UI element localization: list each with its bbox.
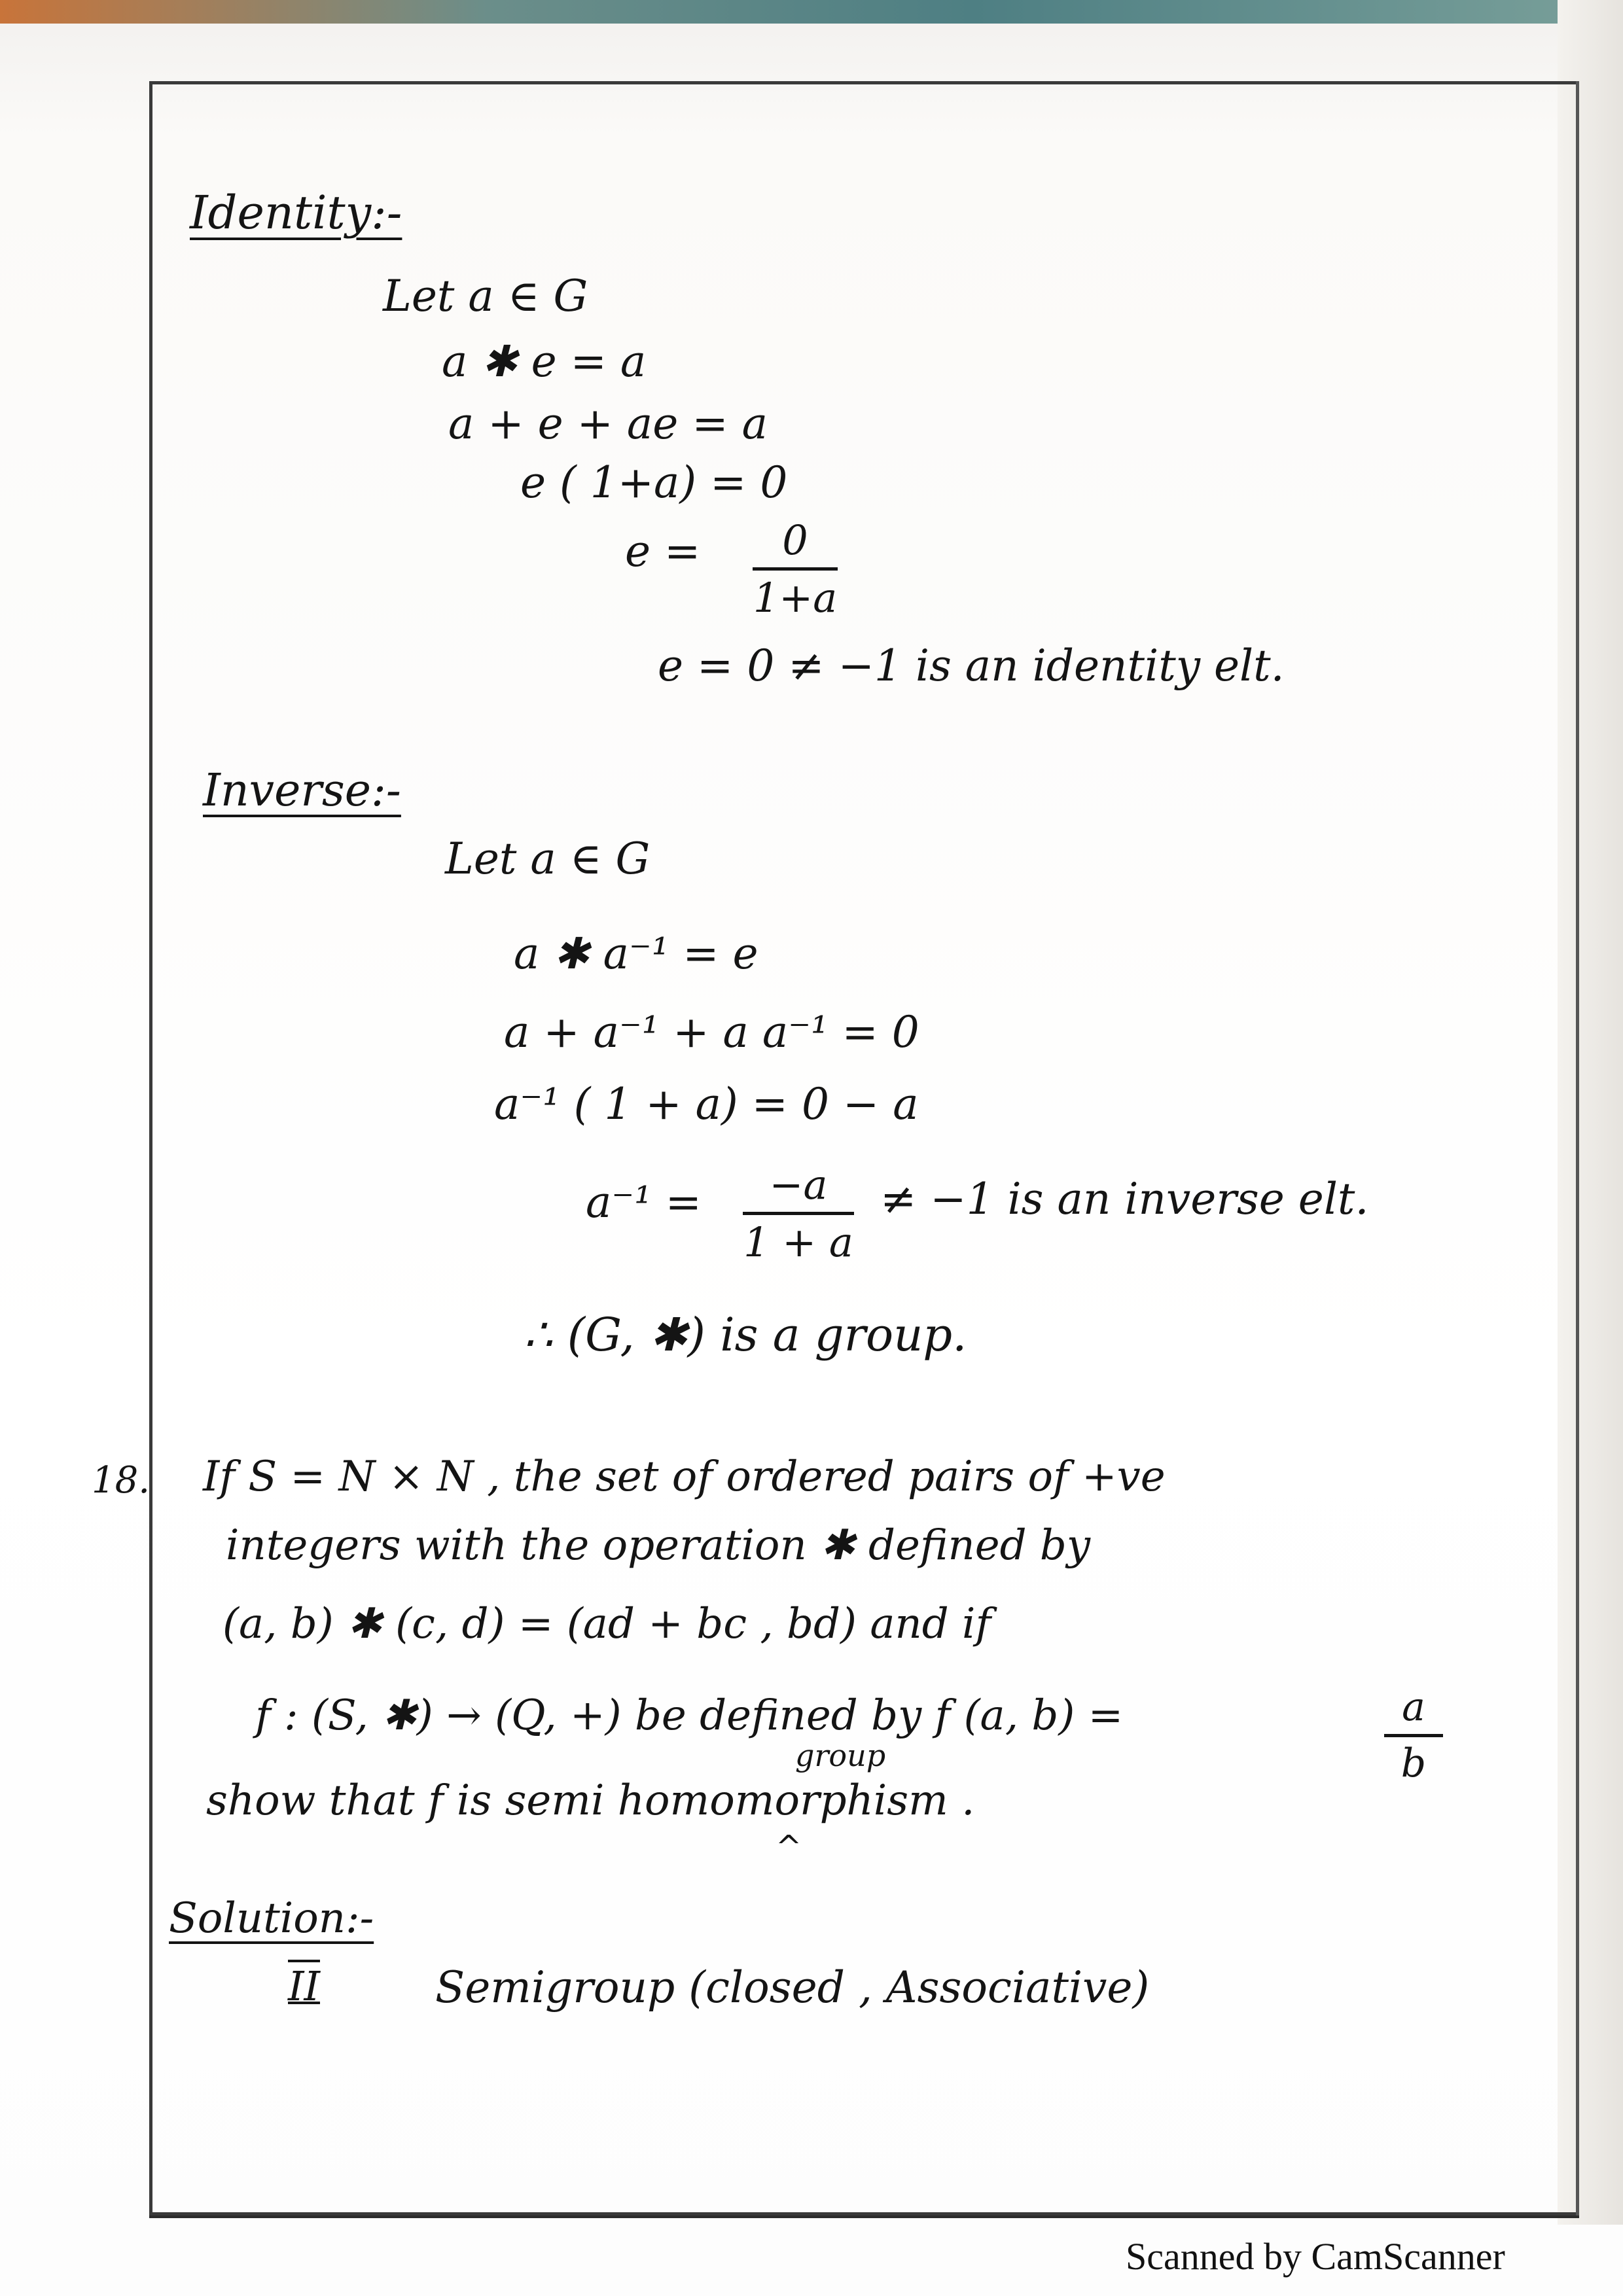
problem-fraction (1384, 1685, 1443, 1786)
inserted-word-group: group (795, 1738, 886, 1773)
fraction-bar (1384, 1734, 1443, 1737)
inverse-line-3: a + a⁻¹ + a a⁻¹ = 0 (504, 1007, 919, 1057)
page-border-right (1576, 81, 1579, 2216)
inverse-fraction (743, 1161, 854, 1266)
fraction-bar (743, 1212, 854, 1215)
identity-fraction-denominator: 1+a (753, 574, 838, 622)
problem-line-5: show that f is semi homomorphism . (206, 1776, 975, 1825)
inverse-line-1: Let a ∈ G (445, 834, 651, 884)
identity-line-2: a ✱ e = a (442, 336, 647, 387)
scanner-watermark: Scanned by CamScanner (1126, 2235, 1505, 2278)
identity-fraction-numerator: 0 (782, 516, 808, 564)
solution-line-1: Semigroup (closed , Associative) (435, 1962, 1150, 2013)
fraction-bar (753, 567, 838, 571)
inverse-line-4: a⁻¹ ( 1 + a) = 0 − a (494, 1079, 919, 1129)
identity-line-3: a + e + ae = a (448, 398, 768, 449)
identity-heading: Identity:- (190, 186, 402, 239)
identity-line-5-lhs: e = (625, 526, 701, 576)
problem-line-1: If S = N × N , the set of ordered pairs of +ve (203, 1453, 1166, 1501)
inverse-fraction-denominator: 1 + a (743, 1218, 853, 1267)
problem-fraction-numerator: a (1402, 1684, 1425, 1730)
identity-fraction (753, 517, 838, 622)
page-bottom-border (149, 2216, 1579, 2218)
insertion-caret-icon: ^ (776, 1829, 802, 1865)
problem-number: 18. (92, 1459, 151, 1502)
inverse-line-5-rest: ≠ −1 is an inverse elt. (880, 1174, 1369, 1224)
problem-line-4: f : (S, ✱) → (Q, +) be defined by f (a, b) = (255, 1691, 1124, 1740)
identity-line-4: e ( 1+a) = 0 (520, 457, 788, 508)
identity-line-1: Let a ∈ G (383, 271, 588, 321)
problem-fraction-denominator: b (1400, 1740, 1427, 1786)
solution-roman-numeral: II (288, 1962, 320, 2010)
solution-heading: Solution:- (169, 1894, 374, 1943)
problem-line-2: integers with the operation ✱ defined by (226, 1521, 1091, 1570)
inverse-heading: Inverse:- (203, 765, 401, 817)
problem-line-3: (a, b) ✱ (c, d) = (ad + bc , bd) and if (223, 1600, 991, 1648)
inverse-line-5-lhs: a⁻¹ = (586, 1177, 702, 1227)
inverse-fraction-numerator: −a (769, 1161, 828, 1209)
inverse-line-2: a ✱ a⁻¹ = e (514, 928, 758, 979)
scan-top-edge (0, 0, 1623, 24)
inverse-conclusion: ∴ (G, ✱) is a group. (524, 1308, 967, 1362)
identity-line-6: e = 0 ≠ −1 is an identity elt. (658, 641, 1285, 691)
